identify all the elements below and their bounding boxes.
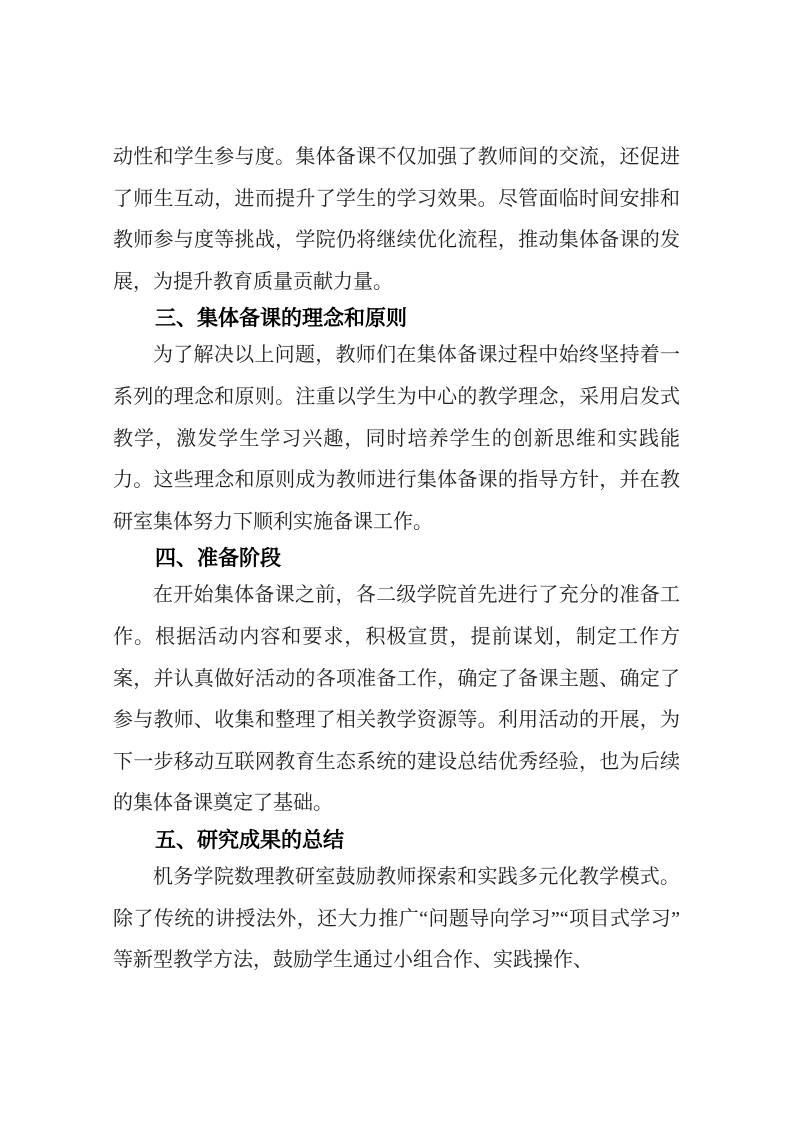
heading-section-3-principles: 三、集体备课的理念和原则 <box>155 307 407 331</box>
paragraph-continuation: 动性和学生参与度。集体备课不仅加强了教师间的交流，还促进了师生互动，进而提升了学生的学习效果。尽管面临时间安排和教师参与度等挑战，学院仍将继续优化流程，推动集体备课的发展，为提升教育质量贡献力量。 <box>113 146 680 293</box>
paragraph-preparation: 在开始集体备课之前，各二级学院首先进行了充分的准备工作。根据活动内容和要求，积极宣贯，提前谋划，制定工作方案，并认真做好活动的各项准备工作，确定了备课主题、确定了参与教师、收集和整理了相关教学资源等。利用活动的开展，为下一步移动互联网教育生态系统的建设总结优秀经验，也为后续的集体备课奠定了基础。 <box>113 584 680 815</box>
heading-section-4-preparation: 四、准备阶段 <box>155 547 281 571</box>
paragraph-principles: 为了解决以上问题，教师们在集体备课过程中始终坚持着一系列的理念和原则。注重以学生为中心的教学理念，采用启发式教学，激发学生学习兴趣，同时培养学生的创新思维和实践能力。这些理念和原则成为教师进行集体备课的指导方针，并在教研室集体努力下顺利实施备课工作。 <box>113 344 680 533</box>
heading-section-5-research-summary: 五、研究成果的总结 <box>155 828 344 852</box>
paragraph-research-summary: 机务学院数理教研室鼓励教师探索和实践多元化教学模式。除了传统的讲授法外，还大力推广“问题导向学习”“项目式学习”等新型教学方法，鼓励学生通过小组合作、实践操作、 <box>113 865 680 972</box>
document-content <box>113 137 680 982</box>
